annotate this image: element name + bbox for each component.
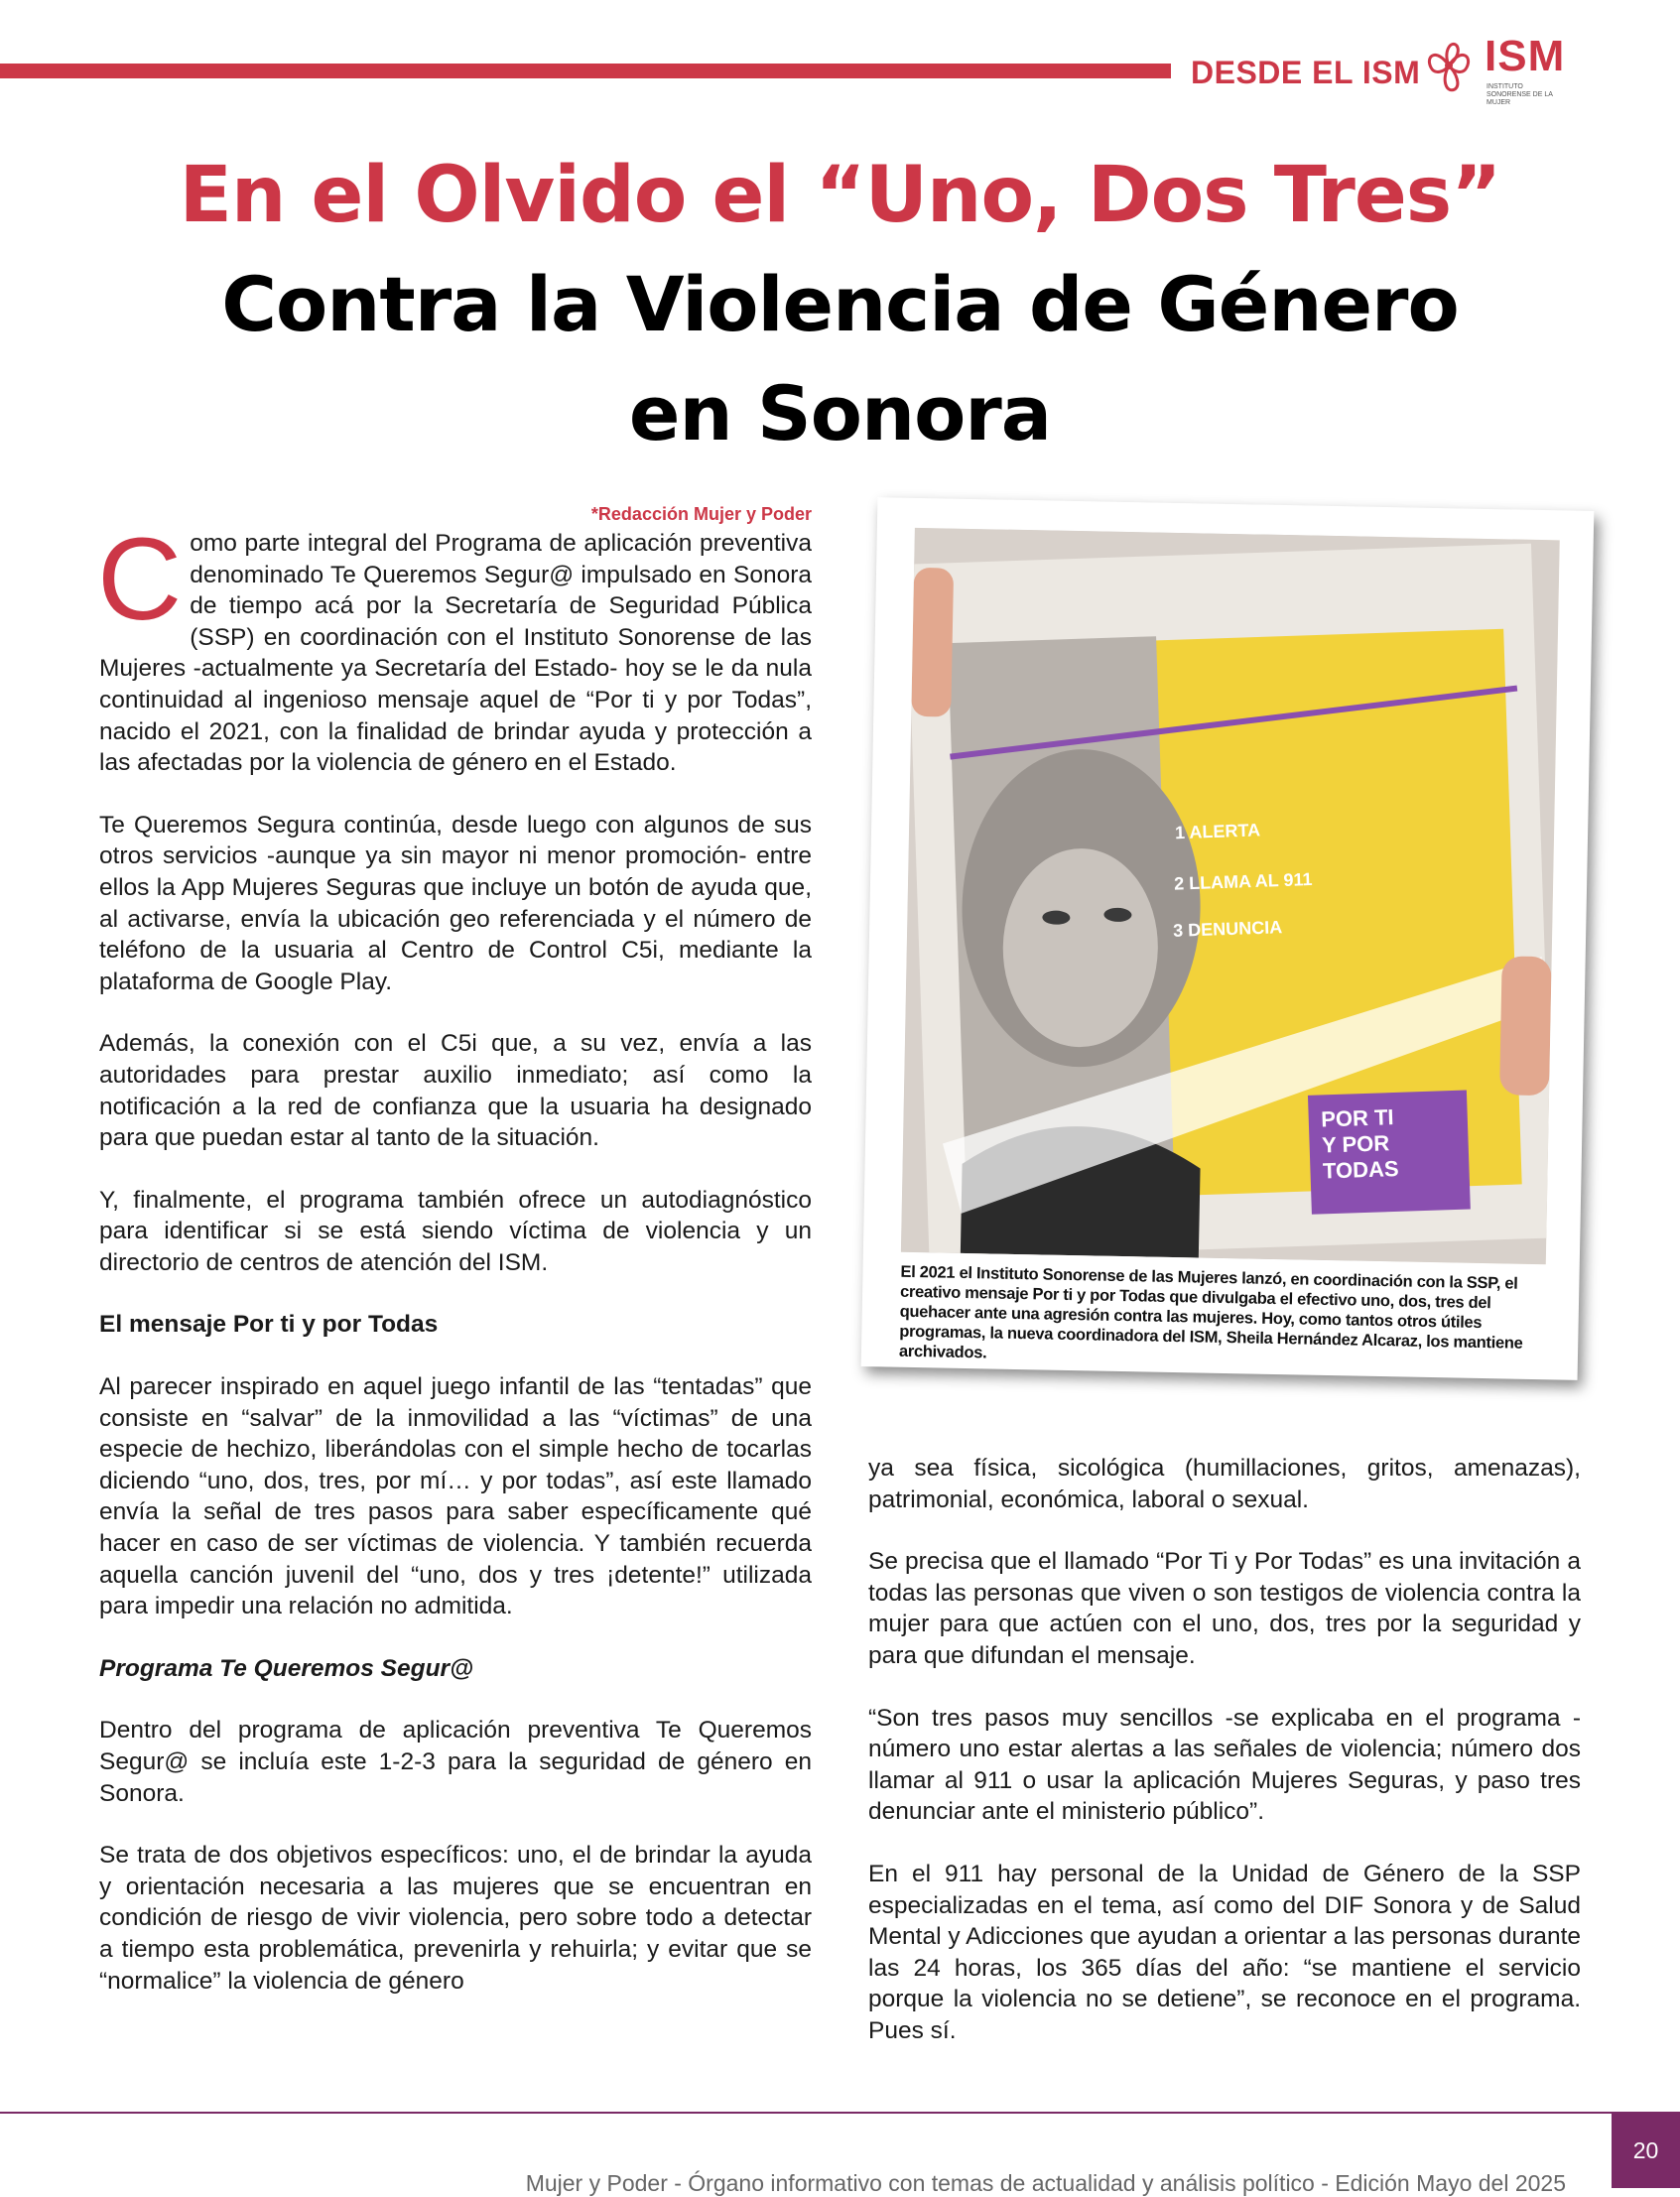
paragraph: Y, finalmente, el programa también ofrece un autodiagnóstico para identificar si se está siendo víctima de violencia y un directorio de centros de atención del ISM. <box>99 1186 812 1276</box>
paragraph: “Son tres pasos muy sencillos -se explicaba en el programa - número uno estar alertas a las señales de violencia; número dos llamar al 911 o usar la aplicación Mujeres Seguras, y paso tres denunciar ante el ministerio público”. <box>868 1704 1581 1826</box>
byline: *Redacción Mujer y Poder <box>590 504 812 524</box>
poster-badge-line: TODAS <box>1322 1155 1399 1184</box>
paragraph: En el 911 hay personal de la Unidad de Género de la SSP especializadas en el tema, así como del DIF Sonora y de Salud Mental y Adicciones que ayudan a orientar a las personas durante las 24 horas, los 365 días del año: “se mantiene el servicio porque la violencia no se detiene”, se reconoce en el programa. Pues sí. <box>868 1860 1581 2044</box>
footer-divider <box>0 2112 1612 2114</box>
poster-badge-line: POR TI <box>1320 1104 1394 1132</box>
header-accent-bar <box>0 64 1171 78</box>
campaign-photo <box>901 528 1560 1264</box>
paragraph: Al parecer inspirado en aquel juego infantil de las “tentadas” que consiste en “salvar” de la inmovilidad a las “víctimas” de una especie de hechizo, liberándolas con el simple hecho de tocarlas diciendo “uno, dos, tres, por mí… y por todas”, así este llamado envía la señal de tres pasos para saber específicamente qué hacer en caso de ser víctimas de violencia. Y también recuerda aquella canción juvenil del “uno, dos y tres ¡detente!” utilizada para impedir una relación no admitida. <box>99 1373 812 1620</box>
drop-cap: C <box>97 514 183 645</box>
subheading: El mensaje Por ti y por Todas <box>99 1311 439 1339</box>
poster-step-1: 1 ALERTA <box>1174 820 1261 843</box>
headline-line-1: En el Olvido el “Uno, Dos Tres” <box>179 151 1501 240</box>
photo-frame <box>861 497 1595 1380</box>
headline-line-3: en Sonora <box>628 369 1052 457</box>
subheading: Programa Te Queremos Segur@ <box>99 1654 473 1682</box>
paragraph: Dentro del programa de aplicación preventiva Te Queremos Segur@ se incluía este 1-2-3 para la seguridad de género en Sonora. <box>99 1717 812 1807</box>
footer-publication-line: Mujer y Poder - Órgano informativo con temas de actualidad y análisis político - Edición Mayo del 2025 <box>525 2170 1566 2196</box>
paragraph: ya sea física, sicológica (humillaciones, gritos, amenazas), patrimonial, económica, laboral o sexual. <box>868 1455 1581 1513</box>
page-number: 20 <box>1632 2137 1659 2163</box>
article-column-right <box>868 1453 1581 2078</box>
ism-logo <box>1417 30 1566 111</box>
page-number-box <box>1612 2112 1680 2188</box>
headline-line-2: Contra la Violencia de Género <box>221 260 1459 348</box>
poster-badge <box>1321 1102 1463 1185</box>
logo-text: ISM <box>1485 32 1566 80</box>
paragraph: Además, la conexión con el C5i que, a su vez, envía a las autoridades para prestar auxilio inmediato; así como la notificación a la red de confianza que la usuaria ha designado para que puedan estar al tanto de la situación. <box>99 1030 812 1152</box>
poster-step-3: 3 DENUNCIA <box>1172 917 1283 941</box>
photo-caption: El 2021 el Instituto Sonorense de las Mujeres lanzó, en coordinación con la SSP, el creativo mensaje Por ti y por Todas que divulgaba el efectivo uno, dos, tres del quehacer ante una agresión contra las mujeres. Hoy, como tantos otros útiles programas, la nueva coordinadora del ISM, Sheila Hernández Alcaraz, los mantiene archivados. <box>898 1262 1523 1362</box>
paragraph-intro-text: omo parte integral del Programa de aplicación preventiva denominado Te Queremos Segur@ impulsado en Sonora de tiempo acá por la Secretaría de Seguridad Pública (SSP) en coordinación con el Instituto Sonorense de las Mujeres -actualmente ya Secretaría del Estado- hoy se le da nula continuidad al ingenioso mensaje aquel de “Por ti y por Todas”, nacido el 2021, con la finalidad de brindar ayuda y protección a las afectadas por la violencia de género en el Estado. <box>99 530 812 777</box>
section-label: DESDE EL ISM <box>1191 55 1421 90</box>
paragraph: Se trata de dos objetivos específicos: uno, el de brindar la ayuda y orientación necesaria a las mujeres que se encuentran en condición de riesgo de vivir violencia, pero sobre todo a detectar a tiempo esta problemática, prevenirla y rehuirla; y evitar que se “normalice” la violencia de género <box>99 1842 812 1995</box>
logo-subtext: INSTITUTO SONORENSE DE LA MUJER <box>1486 83 1553 106</box>
poster-badge-line: Y POR <box>1321 1130 1390 1158</box>
flower-logo-icon <box>1417 34 1481 97</box>
paragraph: Se precisa que el llamado “Por Ti y Por Todas” es una invitación a todas las personas que viven o son testigos de violencia contra la mujer para que actúen con el uno, dos, tres por la seguridad y para que difundan el mensaje. <box>868 1548 1581 1669</box>
paragraph: Te Queremos Segura continúa, desde luego con algunos de sus otros servicios -aunque ya sin mayor ni menor promoción- entre ellos la App Mujeres Seguras que incluye un botón de ayuda que, al activarse, envía la ubicación geo referenciada y el número de teléfono de la usuaria al Centro de Control C5i, mediante la plataforma de Google Play. <box>99 811 812 995</box>
poster-step-2: 2 LLAMA AL 911 <box>1173 868 1313 894</box>
